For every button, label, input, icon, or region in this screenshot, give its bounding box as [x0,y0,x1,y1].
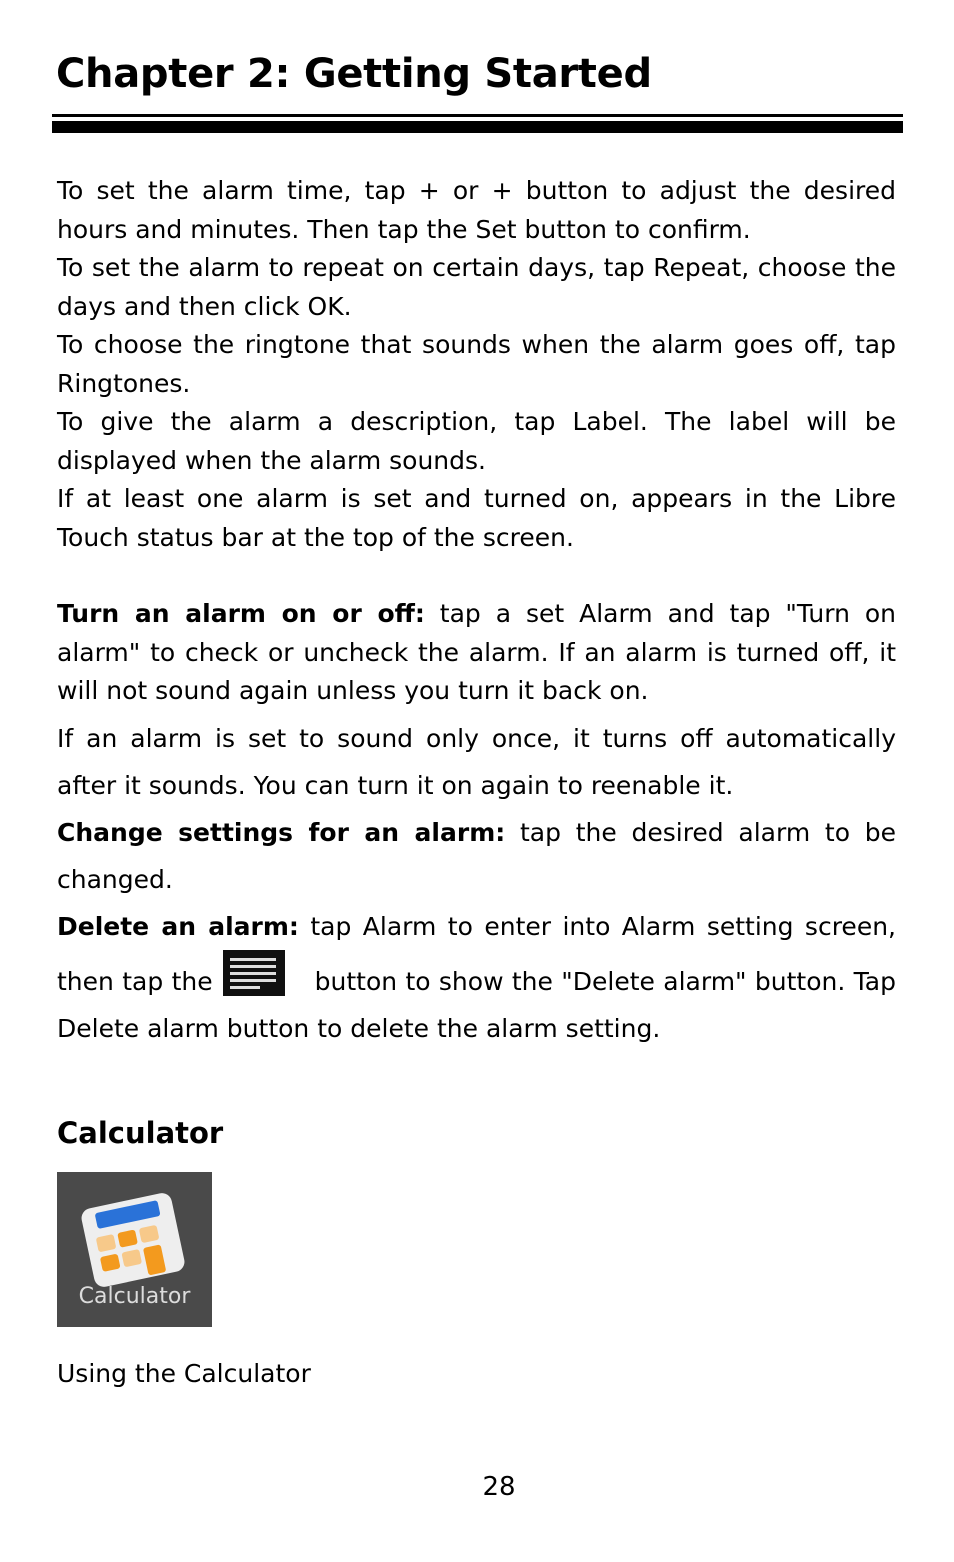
calculator-key-icon [139,1224,160,1242]
header-rule-thin [52,114,903,117]
change-settings-text: tap the desired alarm to be changed. [57,817,896,894]
turn-on-off-paragraph [57,595,896,711]
change-settings-paragraph [57,809,896,903]
calculator-heading: Calculator [57,1115,224,1150]
menu-icon [223,950,285,996]
sound-once-paragraph: If an alarm is set to sound only once, it turns off automatically after it sounds. You can turn it on again to reenable it. [57,723,896,800]
calculator-icon-label: Calculator [78,1283,191,1309]
alarm-status-paragraph: If at least one alarm is set and turned on, appears in the Libre Touch status bar at the top of the screen. [57,484,896,552]
calculator-key-icon [143,1244,166,1275]
calculator-app-icon [57,1172,212,1327]
spacer [57,1052,896,1114]
calculator-key-icon [96,1233,117,1251]
delete-alarm-label: Delete an alarm: [57,911,299,941]
change-settings-label: Change settings for an alarm: [57,817,506,847]
calculator-key-icon [117,1229,138,1247]
turn-on-off-text: tap a set Alarm and tap "Turn on alarm" to check or uncheck the alarm. If an alarm is turned off, it will not sound again unless you turn it back on. [57,599,896,705]
delete-alarm-paragraph [57,903,896,1052]
page-content [57,172,896,1393]
spacer [57,557,896,595]
calculator-key-icon [100,1253,121,1271]
calculator-screen-icon [95,1200,161,1229]
turn-on-off-label: Turn an alarm on or off: [57,599,425,628]
header-rule-thick [52,121,903,133]
calculator-key-icon [121,1248,142,1266]
calculator-caption: Using the Calculator [57,1358,311,1388]
alarm-repeat-paragraph: To set the alarm to repeat on certain days, tap Repeat, choose the days and then click OK. [57,253,896,321]
delete-alarm-text-2: button to show the "Delete alarm" button. Tap Delete alarm button to delete the alarm setting. [57,966,896,1043]
alarm-ringtone-paragraph: To choose the ringtone that sounds when the alarm goes off, tap Ringtones. [57,330,896,398]
page-number: 28 [482,1472,516,1502]
page-title: Chapter 2: Getting Started [56,51,652,97]
calculator-body-icon [80,1191,187,1288]
alarm-label-paragraph: To give the alarm a description, tap Label. The label will be displayed when the alarm sounds. [57,407,896,475]
delete-alarm-text-1: tap Alarm to enter into Alarm setting screen, then tap the [57,911,896,996]
alarm-time-paragraph: To set the alarm time, tap + or + button to adjust the desired hours and minutes. Then tap the Set button to confirm. [57,176,896,244]
